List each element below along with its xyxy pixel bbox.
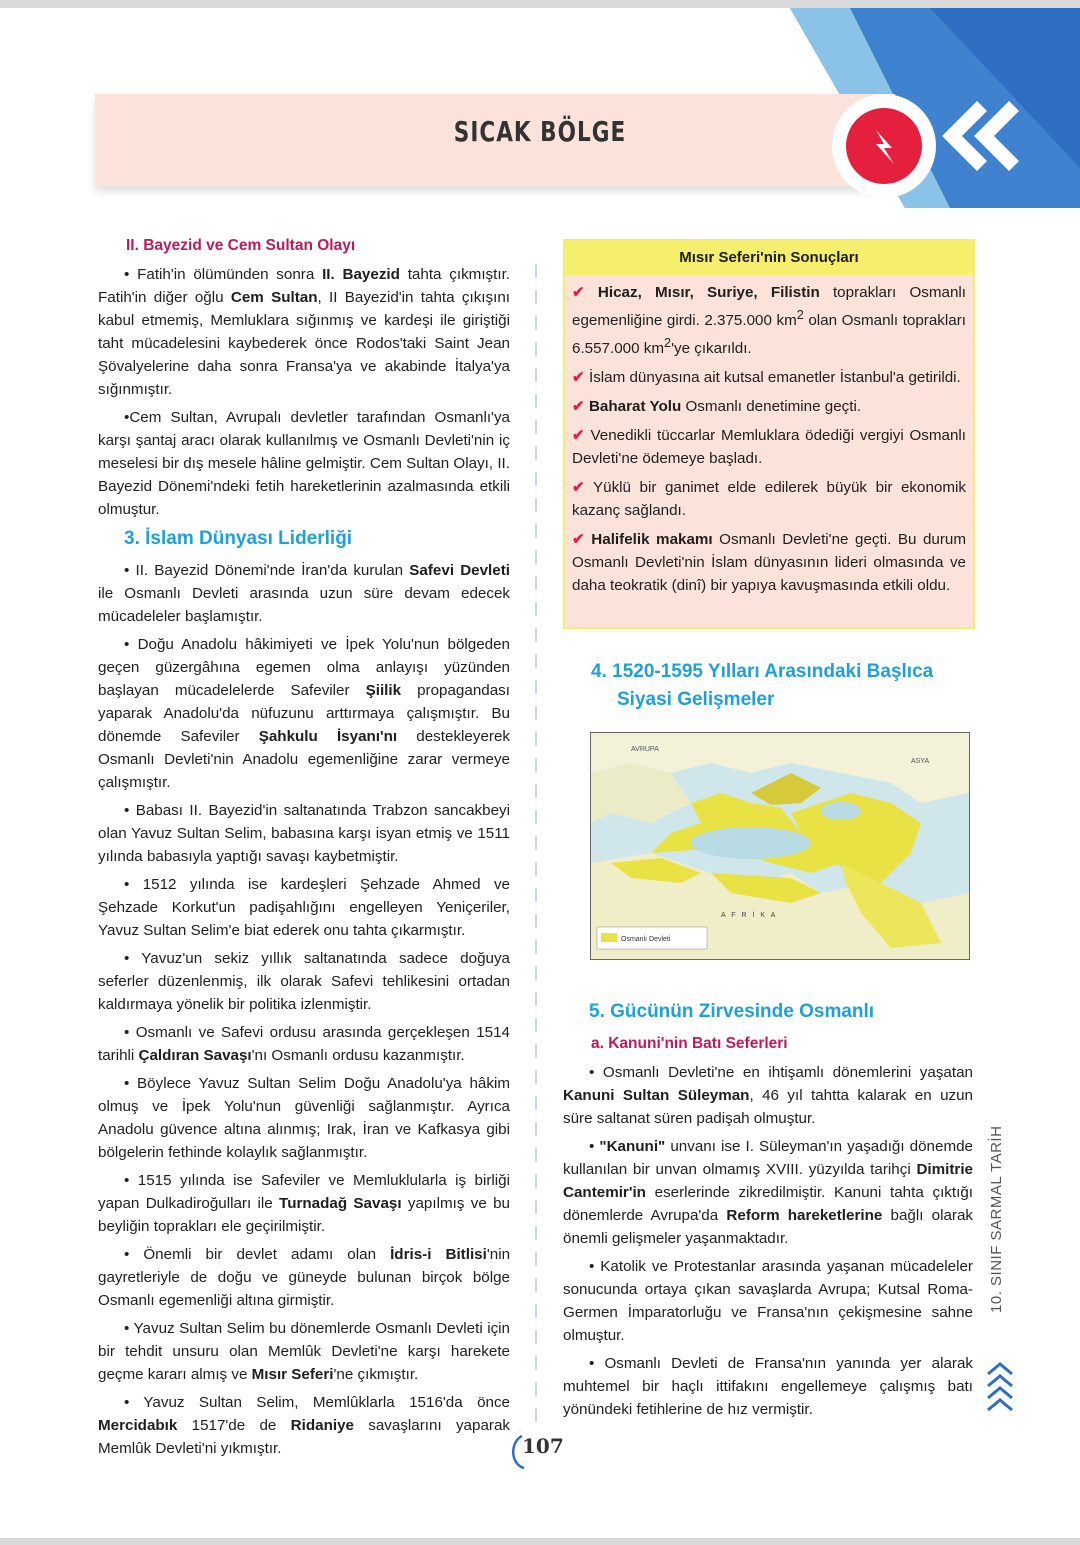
side-label: 10. SINIF SARMAL TARİH xyxy=(988,1125,1005,1313)
paragraph: • Yavuz Sultan Selim bu dönemlerde Osmanlı Devleti için bir tehdit unsuru olan Memlûk Devleti'ne karşı harekete geçme kararı almış ve Mısır Seferi'ne çıkmıştır. xyxy=(98,1320,510,1383)
lightning-icon xyxy=(846,108,922,184)
result-item: ✔ İslam dünyasına ait kutsal emanetler İstanbul'a getirildi. xyxy=(572,369,961,387)
check-icon: ✔ xyxy=(572,369,585,387)
paragraph: • Yavuz Sultan Selim, Memlûklarla 1516'da önce Mercidabık 1517'de de Ridaniye savaşlarını yaparak Memlûk Devleti'ni yıkmıştır. xyxy=(98,1394,510,1457)
results-box-title: Mısır Seferi'nin Sonuçları xyxy=(565,241,973,275)
paragraph: • Böylece Yavuz Sultan Selim Doğu Anadolu'ya hâkim olmuş ve İpek Yolu'nun güvenliği sağlanmıştır. Ayrıca Anadolu güvence altına alınmış; Irak, İran ve Kafkasya gibi bölgelerin fethinde kolaylık sağlanmıştır. xyxy=(98,1075,510,1161)
check-icon: ✔ xyxy=(572,398,585,416)
paragraph: • Fatih'in ölümünden sonra II. Bayezid tahta çıkmıştır. Fatih'in diğer oğlu Cem Sultan, II Bayezid'in tahta çıkışını kabul etmemiş, Memluklara sığınmış ve kardeşi ile giriştiği taht mücadelesini kaybederek önce Rodos'taki Saint Jean Şövalyelerine daha sonra Fransa'ya ve akabinde İtalya'ya sığınmıştır. xyxy=(98,266,511,398)
paragraph: • "Kanuni" unvanı ise I. Süleyman'ın yaşadığı dönemde kullanılan bir unvan olmamış XVIII. yüzyılda tarihçi Dimitrie Cantemir'in eserlerinde zikredilmiştir. Kanuni tahta çıktığı dönemlerde Avrupa'da Reform hareketlerine bağlı olarak önemli gelişmeler yaşanmaktadır. xyxy=(563,1138,973,1247)
results-box xyxy=(563,239,975,629)
section-heading: 5. Gücünün Zirvesinde Osmanlı xyxy=(589,1001,875,1022)
paragraph: • Osmanlı Devleti de Fransa'nın yanında yer alarak muhtemel bir haçlı ittifakını engellemeye çalışmış batı yönündeki fetihlerine de hız vermiştir. xyxy=(563,1355,973,1418)
right-heading-block xyxy=(563,658,973,726)
check-icon: ✔ xyxy=(572,479,585,497)
map-legend: Osmanlı Devleti xyxy=(621,936,671,943)
subsection-heading: a. Kanuni'nin Batı Seferleri xyxy=(591,1035,788,1052)
column-divider xyxy=(535,264,537,1424)
section-heading: II. Bayezid ve Cem Sultan Olayı xyxy=(126,237,356,254)
page-title: SICAK BÖLGE xyxy=(453,115,627,149)
map-label-africa: A F R İ K A xyxy=(721,912,778,919)
result-item: ✔ Venedikli tüccarlar Memluklara ödediği vergiyi Osmanlı Devleti'ne ödemeye başladı. xyxy=(572,427,966,468)
result-item: ✔ Yüklü bir ganimet elde edilerek büyük bir ekonomik kazanç sağlandı. xyxy=(572,479,966,520)
paragraph: • Yavuz'un sekiz yıllık saltanatında sadece doğuya seferler düzenlenmiş, ilk olarak Safevi tehlikesini ortadan kaldırmaya yönelik bir politika izlenmiştir. xyxy=(98,950,510,1013)
paragraph: • Katolik ve Protestanlar arasında yaşanan mücadeleler sonucunda ortaya çıkan savaşlarda Avrupa; Kutsal Roma-Germen İmparatorluğu ve Fransa'nın çekişmesine sahne olmuştur. xyxy=(563,1258,973,1344)
page xyxy=(0,8,1080,1538)
section-heading: 4. 1520-1595 Yılları Arasındaki Başlıca Siyasi Gelişmeler xyxy=(591,661,934,710)
check-icon: ✔ xyxy=(572,427,585,445)
paragraph: • Osmanlı ve Safevi ordusu arasında gerçekleşen 1514 tarihli Çaldıran Savaşı'nı Osmanlı ordusu kazanmıştır. xyxy=(98,1024,510,1064)
double-chevron-left-icon xyxy=(940,96,1030,186)
result-item: ✔ Baharat Yolu Osmanlı denetimine geçti. xyxy=(572,398,862,416)
map-label-asia: ASYA xyxy=(911,758,930,765)
right-column xyxy=(563,998,973,1426)
check-icon: ✔ xyxy=(572,531,585,549)
paragraph: • Doğu Anadolu hâkimiyeti ve İpek Yolu'nun bölgeden geçen güzergâhına egemen olma anlayışı yüzünden başlayan mücadelelerde Safeviler Şiilik propagandası yaparak Anadolu'da nüfuzunu arttırmaya çalışmıştır. Bu dönemde Safeviler Şahkulu İsyanı'nı destekleyerek Osmanlı Devleti'nin Anadolu egemenliğine zarar vermeye çalışmıştır. xyxy=(98,636,510,791)
paragraph: • 1515 yılında ise Safeviler ve Memluklularla iş birliği yapan Dulkadiroğulları ile Turnadağ Savaşı yapılmış ve bu beyliğin toprakları ele geçirilmiştir. xyxy=(98,1172,510,1235)
paragraph: • II. Bayezid Dönemi'nde İran'da kurulan Safevi Devleti ile Osmanlı Devleti arasında uzun süre devam edecek mücadeleler başlamıştır. xyxy=(98,562,511,625)
paragraph: •Cem Sultan, Avrupalı devletler tarafından Osmanlı'ya karşı şantaj aracı olarak kullanılmış ve Osmanlı Devleti'nin iç meselesi bir dış mesele hâline gelmiştir. Cem Sultan Olayı, II. Bayezid Dönemi'ndeki fetih hareketlerinin azalmasında etkili olmuştur. xyxy=(98,409,510,518)
paragraph: • Osmanlı Devleti'ne en ihtişamlı dönemlerini yaşatan Kanuni Sultan Süleyman, 46 yıl tahtta kalarak en uzun süre saltanat süren padişah olmuştur. xyxy=(563,1064,974,1127)
page-number: 107 xyxy=(522,1434,564,1458)
section-heading: 3. İslam Dünyası Liderliği xyxy=(124,528,353,549)
chevron-up-stack-icon xyxy=(986,1360,1014,1420)
paragraph: • Babası II. Bayezid'in saltanatında Trabzon sancakbeyi olan Yavuz Sultan Selim, babasına karşı isyan etmiş ve 1511 yılında babasıyla yaptığı savaşı kaybetmiştir. xyxy=(98,802,510,865)
check-icon: ✔ xyxy=(572,284,585,301)
left-column xyxy=(98,234,510,1465)
result-item: ✔ Hicaz, Mısır, Suriye, Filistin toprakları Osmanlı egemenliğine girdi. 2.375.000 $km^2$ olan Osmanlı toprakları 6.557.000 $km^2'ye$ çıkarıldı. xyxy=(572,284,966,358)
ottoman-map xyxy=(590,732,970,960)
map-label-europe: AVRUPA xyxy=(631,746,659,753)
paragraph: • Önemli bir devlet adamı olan İdris-i Bitlisi'nin gayretleriyle de doğu ve güneyde bulunan birçok bölge Osmanlı egemenliği altına girmiştir. xyxy=(98,1246,511,1309)
result-item: ✔ Halifelik makamı Osmanlı Devleti'ne geçti. Bu durum Osmanlı Devleti'nin İslam dünyasının lideri olmasında ve daha teokratik (dinî) bir yapıya kavuşmasında etkili oldu. xyxy=(572,531,966,595)
paragraph: • 1512 yılında ise kardeşleri Şehzade Ahmed ve Şehzade Korkut'un padişahlığını engelleyen Yeniçeriler, Yavuz Sultan Selim'e biat ederek onu tahta çıkarmıştır. xyxy=(98,876,510,939)
